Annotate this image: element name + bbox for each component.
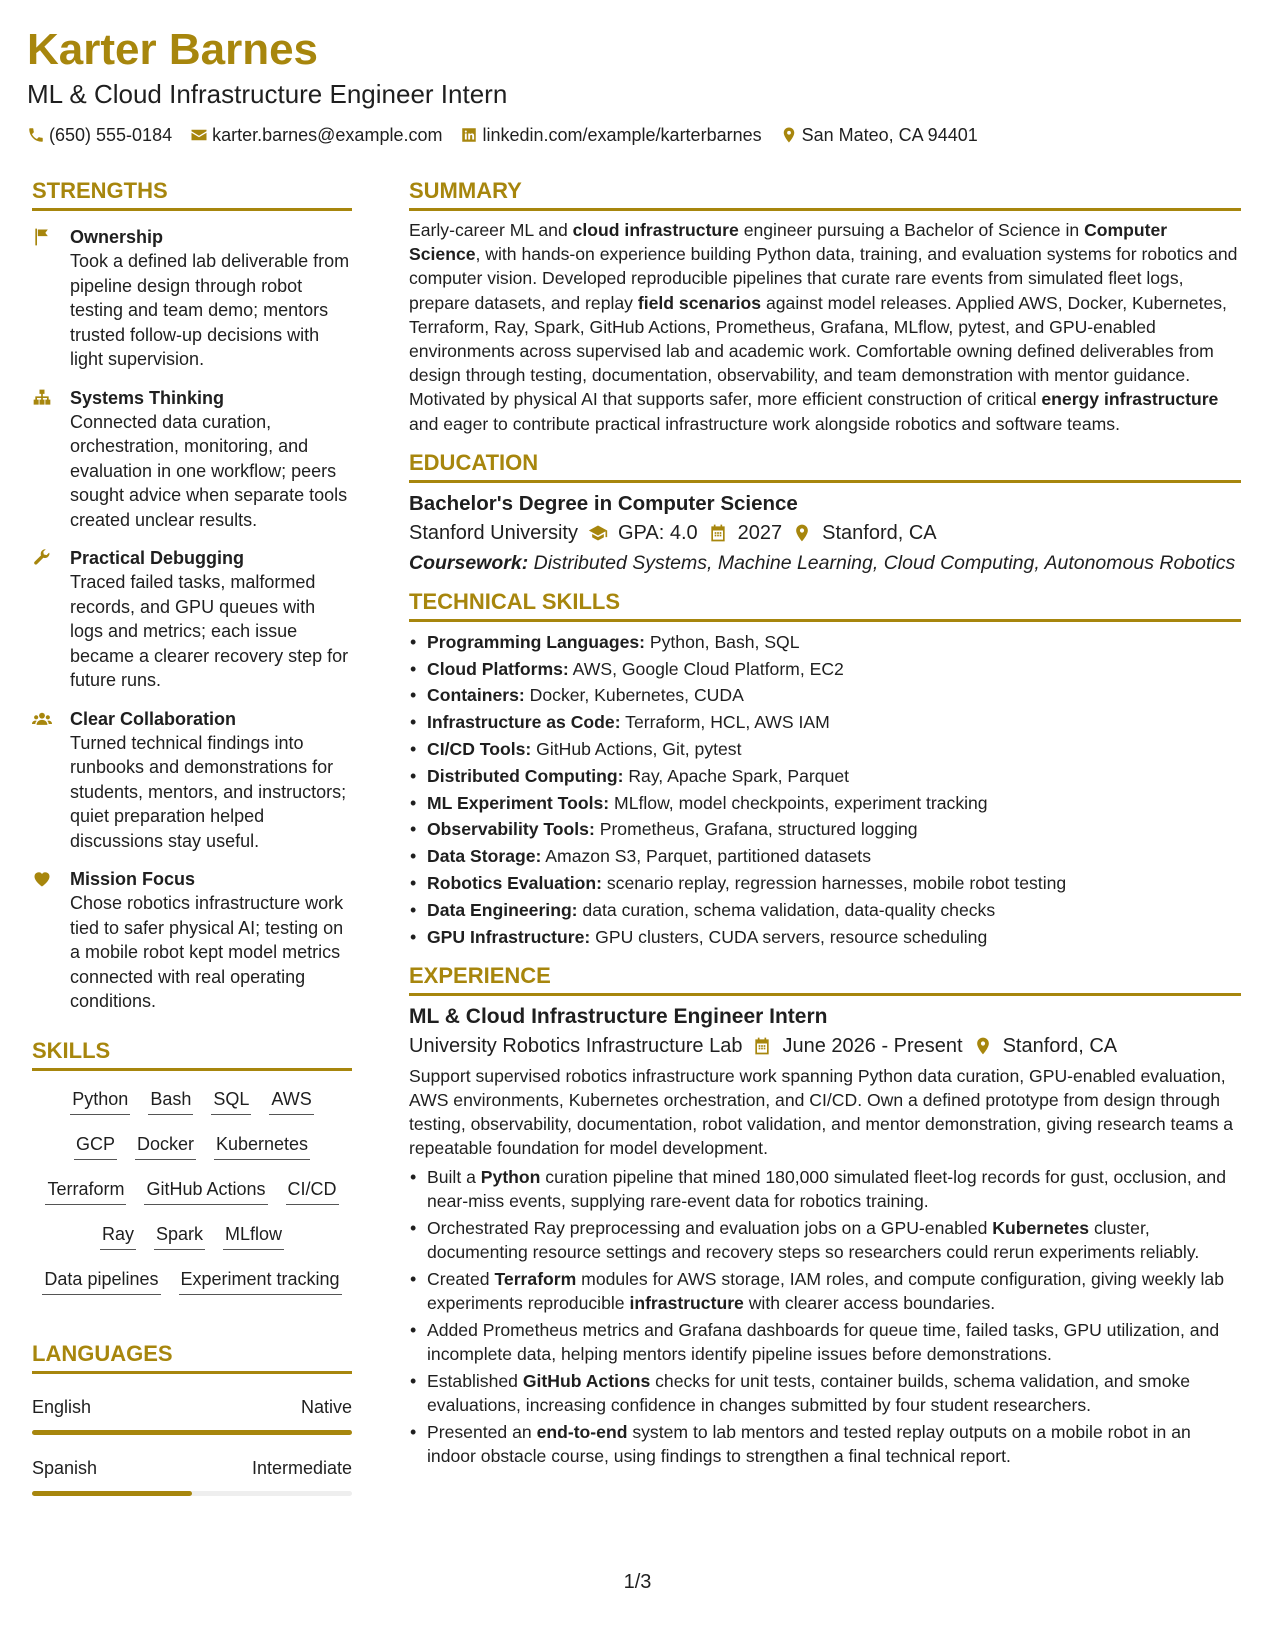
summary-text <box>409 218 1241 436</box>
list-item <box>409 683 1241 707</box>
list-item <box>409 844 1241 868</box>
strength-desc: Chose robotics infrastructure work tied to safer physical AI; testing on a mobile robot kept model metrics connected with real operating conditions. <box>70 893 344 1011</box>
list-item <box>409 630 1241 654</box>
skill-tag: Experiment tracking <box>179 1267 342 1295</box>
strength-item <box>32 546 352 693</box>
list-item <box>409 791 1241 815</box>
strength-desc: Took a defined lab deliverable from pipeline design through robot testing and team demo; mentors trusted follow-up decisions with light supervision. <box>70 251 350 369</box>
candidate-name: Karter Barnes <box>27 25 319 74</box>
skill-tag: Docker <box>135 1132 196 1160</box>
skill-values: scenario replay, regression harnesses, mobile robot testing <box>601 873 1067 893</box>
contact-location-text: San Mateo, CA 94401 <box>801 125 978 145</box>
emphasized-text: cloud infrastructure <box>572 220 739 240</box>
education-heading: EDUCATION <box>409 450 1241 483</box>
technical-skills-list <box>409 630 1241 949</box>
skill-category: Containers: <box>427 685 525 706</box>
skill-tag: Bash <box>148 1087 193 1115</box>
strength-name: Clear Collaboration <box>70 708 237 729</box>
skill-tag: Spark <box>154 1222 205 1250</box>
emphasized-text: Computer Science <box>409 220 1168 265</box>
school-location: Stanford, CA <box>822 521 937 544</box>
skill-category: Infrastructure as Code: <box>427 712 621 733</box>
list-item <box>409 737 1241 761</box>
language-level: Native <box>300 1396 352 1417</box>
skill-category: Observability Tools: <box>427 819 595 840</box>
skill-values: Python, Bash, SQL <box>645 631 800 652</box>
job-intro: Support supervised robotics infrastructure work spanning Python data curation, GPU-enabled evaluation, AWS environments, Kubernetes orchestration, and CI/CD. Own a defined prototype from design through testing, observability, documentation, robot validation, and mentor demonstration, giving research teams a repeatable foundation for model development. <box>409 1065 1234 1159</box>
language-level: Intermediate <box>251 1457 352 1478</box>
skill-tag: AWS <box>269 1087 313 1115</box>
skill-values: data curation, schema validation, data-quality checks <box>577 899 996 920</box>
graduation-year: 2027 <box>737 521 783 544</box>
skill-values: MLflow, model checkpoints, experiment tracking <box>609 792 988 813</box>
strength-name: Ownership <box>70 227 164 247</box>
skill-values: AWS, Google Cloud Platform, EC2 <box>568 658 844 679</box>
skill-category: GPU Infrastructure: <box>427 926 591 947</box>
skill-category: CI/CD Tools: <box>427 739 532 760</box>
skills-tag-list <box>32 1087 352 1295</box>
list-item <box>409 898 1241 922</box>
skill-tag: Ray <box>100 1222 136 1250</box>
sitemap-icon <box>32 388 52 408</box>
language-item <box>32 1396 352 1435</box>
job-title: ML & Cloud Infrastructure Engineer Intern <box>409 1004 828 1028</box>
skills-heading: SKILLS <box>32 1038 352 1071</box>
summary-heading: SUMMARY <box>409 178 1241 211</box>
skill-tag: GitHub Actions <box>144 1177 267 1205</box>
emphasized-text: infrastructure <box>629 1292 744 1313</box>
job-bullets <box>409 1165 1241 1468</box>
skill-category: Cloud Platforms: <box>427 658 569 679</box>
text-run: system to lab mentors and tested replay outputs on a mobile robot in an indoor obstacle course, using findings to strengthen a final technical report. <box>427 1421 1191 1466</box>
language-name: Spanish <box>32 1457 98 1478</box>
technical-skills-heading: TECHNICAL SKILLS <box>409 589 1241 622</box>
education-section <box>409 450 1241 575</box>
skill-tag: CI/CD <box>286 1177 339 1205</box>
technical-skills-section <box>409 589 1241 949</box>
list-item <box>409 871 1241 895</box>
text-run: , with hands-on experience building Python data, training, and evaluation systems for robotics and computer vision. Developed reproducible pipelines that curate rare events from simulated fleet logs, prepare datasets, and replay <box>409 244 1238 313</box>
strength-item <box>32 386 352 533</box>
list-item <box>409 1369 1241 1417</box>
contact-linkedin[interactable] <box>460 124 761 146</box>
list-item <box>409 1267 1241 1315</box>
experience-section <box>409 963 1241 1468</box>
emphasized-text: field scenarios <box>637 292 762 313</box>
strengths-heading: STRENGTHS <box>32 178 352 211</box>
text-run: with clearer access boundaries. <box>743 1292 996 1313</box>
language-level-bar <box>32 1491 352 1496</box>
language-level-fill <box>32 1430 352 1435</box>
linkedin-icon <box>460 126 478 144</box>
text-run: curation pipeline that mined 180,000 simulated fleet-log records for gust, occlusion, and near-miss events, supplying rare-event data for robotics training. <box>427 1166 1227 1211</box>
skill-tag: Terraform <box>45 1177 126 1205</box>
school-name: Stanford University <box>409 521 578 544</box>
map-pin-icon <box>973 1036 993 1056</box>
coursework-label: Coursework: <box>409 551 529 574</box>
strength-name: Systems Thinking <box>70 387 225 408</box>
strength-item <box>32 707 352 854</box>
contact-phone <box>27 124 172 146</box>
language-level-fill <box>32 1491 192 1496</box>
job-dates: June 2026 - Present <box>782 1034 963 1057</box>
text-run: cluster, documenting resource settings and recovery steps so researchers could rerun experiments reliably. <box>427 1217 1200 1262</box>
skill-values: Ray, Apache Spark, Parquet <box>623 765 850 786</box>
strength-desc: Turned technical findings into runbooks and demonstrations for students, mentors, and instructors; quiet preparation helped discussions stay useful. <box>70 732 347 851</box>
text-run: Presented an <box>427 1421 537 1442</box>
text-run: Added Prometheus metrics and Grafana dashboards for queue time, failed tasks, GPU utilization, and incomplete data, helping mentors identify pipeline issues before demonstrations. <box>427 1319 1220 1364</box>
text-run: Created <box>427 1268 495 1289</box>
list-item <box>409 710 1241 734</box>
phone-icon <box>27 126 45 144</box>
contact-location <box>780 124 978 146</box>
contact-linkedin-text[interactable]: linkedin.com/example/karterbarnes <box>482 125 762 145</box>
job-meta <box>409 1032 1241 1060</box>
calendar-icon <box>752 1036 772 1056</box>
text-run: modules for AWS storage, IAM roles, and compute configuration, giving weekly lab experiments reproducible <box>427 1268 1225 1313</box>
skills-section <box>32 1038 352 1295</box>
emphasized-text: Python <box>480 1166 541 1187</box>
text-run: Built a <box>427 1166 481 1187</box>
users-icon <box>32 709 52 729</box>
strength-item <box>32 867 352 1014</box>
skill-category: ML Experiment Tools: <box>427 792 610 813</box>
list-item <box>409 1318 1241 1366</box>
text-run: Early-career ML and <box>409 220 573 240</box>
skill-category: Distributed Computing: <box>427 765 624 786</box>
text-run: engineer pursuing a Bachelor of Science in <box>738 220 1085 240</box>
page-indicator: 1/3 <box>623 1571 652 1593</box>
envelope-icon <box>190 126 208 144</box>
skill-values: Terraform, HCL, AWS IAM <box>620 712 830 733</box>
calendar-icon <box>708 523 728 543</box>
skill-tag: SQL <box>211 1087 251 1115</box>
list-item <box>409 1420 1241 1468</box>
education-meta <box>409 519 1241 547</box>
language-level-bar <box>32 1430 352 1435</box>
right-column <box>409 178 1241 1471</box>
strength-item <box>32 225 352 372</box>
experience-heading: EXPERIENCE <box>409 963 1241 996</box>
resume-header <box>27 24 1247 146</box>
list-item <box>409 1165 1241 1213</box>
skill-tag: MLflow <box>223 1222 284 1250</box>
text-run: against model releases. Applied AWS, Docker, Kubernetes, Terraform, Ray, Spark, GitHub Actions, Prometheus, Grafana, MLflow, pytest, and GPU-enabled environments across supervised lab and academic work. Comfortable owning defined deliverables from design through testing, documentation, observability, and team demonstration with mentor guidance. Motivated by physical AI that supports safer, more efficient construction of critical <box>409 292 1227 410</box>
text-run: checks for unit tests, container builds, schema validation, and smoke evaluations, increasing confidence in changes submitted by four student researchers. <box>427 1370 1191 1415</box>
map-pin-icon <box>792 523 812 543</box>
degree-title: Bachelor's Degree in Computer Science <box>409 491 798 515</box>
strength-desc: Traced failed tasks, malformed records, and GPU queues with logs and metrics; each issue became a clearer recovery step for future runs. <box>70 572 349 690</box>
languages-section <box>32 1341 352 1496</box>
skill-values: Docker, Kubernetes, CUDA <box>524 685 744 706</box>
contact-email[interactable] <box>190 124 442 146</box>
list-item <box>409 925 1241 949</box>
coursework <box>409 551 1241 575</box>
text-run: Established <box>427 1370 523 1391</box>
contact-bar <box>27 124 1247 146</box>
strength-name: Mission Focus <box>70 869 196 889</box>
skill-category: Programming Languages: <box>427 631 645 652</box>
summary-section <box>409 178 1241 436</box>
emphasized-text: GitHub Actions <box>522 1370 651 1391</box>
list-item <box>409 764 1241 788</box>
skill-tag: Python <box>70 1087 130 1115</box>
graduation-cap-icon <box>588 523 608 543</box>
gpa: GPA: 4.0 <box>617 521 698 544</box>
wrench-icon <box>32 548 52 568</box>
coursework-list: Distributed Systems, Machine Learning, Cloud Computing, Autonomous Robotics <box>528 551 1236 574</box>
language-name: English <box>32 1396 92 1417</box>
list-item <box>409 817 1241 841</box>
map-pin-icon <box>780 126 798 144</box>
text-run: Orchestrated Ray preprocessing and evaluation jobs on a GPU-enabled <box>427 1217 993 1238</box>
list-item <box>409 1216 1241 1264</box>
skill-tag: GCP <box>74 1132 117 1160</box>
skill-category: Data Engineering: <box>427 899 578 920</box>
skill-category: Robotics Evaluation: <box>427 873 602 893</box>
skill-values: Prometheus, Grafana, structured logging <box>594 819 918 840</box>
skill-tag: Kubernetes <box>214 1132 310 1160</box>
job-location: Stanford, CA <box>1002 1034 1118 1057</box>
list-item <box>409 657 1241 681</box>
emphasized-text: energy infrastructure <box>1041 389 1219 410</box>
left-column <box>32 178 352 1496</box>
strength-name: Practical Debugging <box>70 548 245 568</box>
languages-heading: LANGUAGES <box>32 1341 352 1374</box>
text-run: and eager to contribute practical infrastructure work alongside robotics and software teams. <box>409 413 1120 434</box>
candidate-title: ML & Cloud Infrastructure Engineer Intern <box>27 79 508 109</box>
contact-phone-text: (650) 555-0184 <box>49 125 173 145</box>
emphasized-text: Kubernetes <box>992 1217 1090 1238</box>
emphasized-text: end-to-end <box>536 1421 628 1442</box>
strengths-section <box>32 178 352 1014</box>
flag-icon <box>32 227 52 247</box>
employer-name: University Robotics Infrastructure Lab <box>409 1034 743 1057</box>
strength-desc: Connected data curation, orchestration, monitoring, and evaluation in one workflow; peers sought advice when separate tools created unclear results. <box>70 411 348 530</box>
emphasized-text: Terraform <box>494 1268 577 1289</box>
skill-values: GitHub Actions, Git, pytest <box>531 739 742 760</box>
skill-values: GPU clusters, CUDA servers, resource scheduling <box>590 926 988 947</box>
skill-values: Amazon S3, Parquet, partitioned datasets <box>541 846 871 867</box>
language-item <box>32 1457 352 1496</box>
heart-icon <box>32 869 52 889</box>
skill-tag: Data pipelines <box>42 1267 160 1295</box>
contact-email-text[interactable]: karter.barnes@example.com <box>212 125 443 145</box>
skill-category: Data Storage: <box>427 846 542 867</box>
